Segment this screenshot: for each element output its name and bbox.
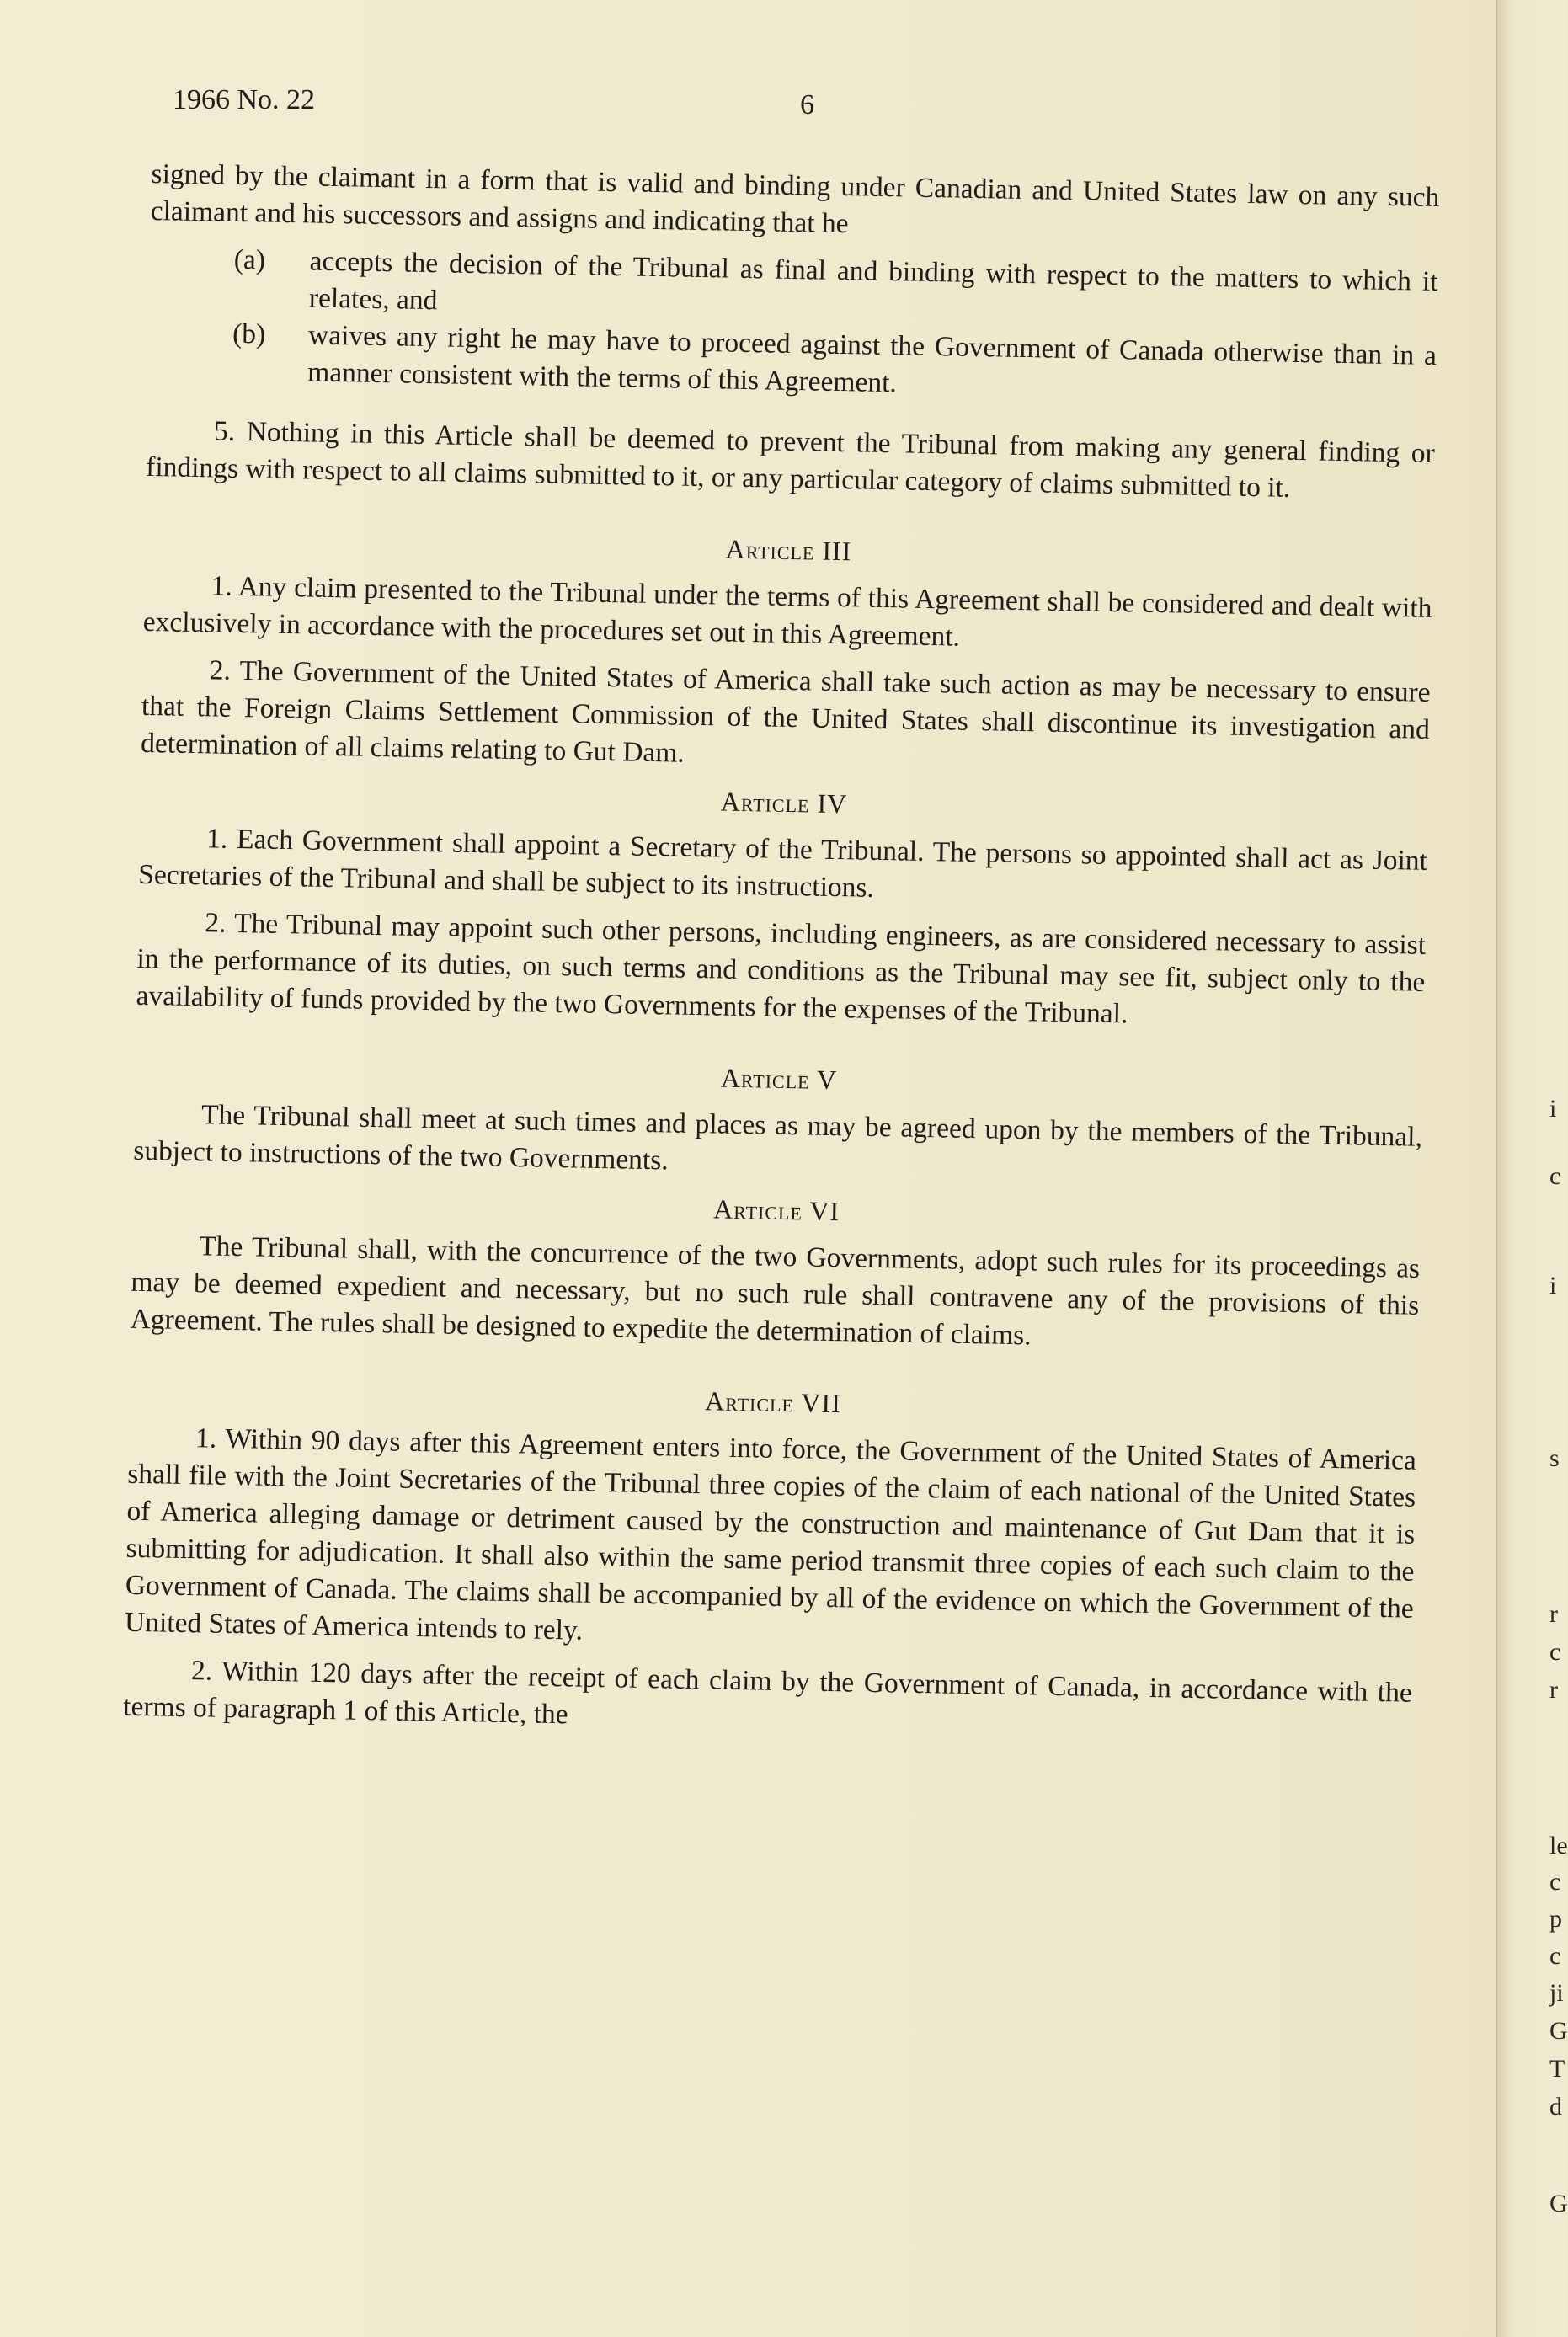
list-item-label: (b) <box>232 317 266 350</box>
article-paragraph: 2. Within 120 days after the receipt of each claim by the Government of Canada, in accordance with the terms of paragraph 1 of this Article, the <box>122 1655 1413 1731</box>
list-item-text: waives any right he may have to proceed against the Government of Canada otherwise than in a manner consistent with the terms of this Agreement. <box>307 319 1437 399</box>
article-heading: Article III <box>725 533 852 567</box>
opening-paragraph: signed by the claimant in a form that is valid and binding under Canadian and United States law on any such claimant and his successors and assigns and indicating that he <box>150 157 1440 240</box>
paragraph-5: 5. Nothing in this Article shall be deemed to prevent the Tribunal from making any general finding or findings with respect to all claims submitted to it, or any particular category of claims submitted to it. <box>145 415 1436 504</box>
article-paragraph: 1. Any claim presented to the Tribunal under the terms of this Agreement shall be considered and dealt with exclusively in accordance with the procedures set out in this Agreement. <box>142 570 1432 653</box>
list-item-label: (a) <box>233 243 266 276</box>
facing-page-letter: ji <box>1549 1979 1564 2007</box>
facing-page-letter: c <box>1549 1942 1561 1970</box>
document-body <box>123 156 1440 1749</box>
facing-page-letter: c <box>1549 1162 1561 1190</box>
article-paragraph: 1. Each Government shall appoint a Secretary of the Tribunal. The persons so appointed shall act as Joint Secretaries of the Tribunal and shall be subject to its instructions. <box>138 823 1428 904</box>
page-number: 6 <box>800 89 814 120</box>
facing-page-letter: r <box>1549 1600 1558 1628</box>
facing-page-letter: r <box>1549 1676 1558 1704</box>
article-paragraph: 2. The Tribunal may appoint such other persons, including engineers, as are considered necessary to assist in the performance of its duties, on such terms and conditions as the Tribunal may see fit, subject only to the availability of funds provided by the two Governments for the expenses of the Tribunal. <box>136 907 1427 1030</box>
article-heading: Article V <box>720 1062 838 1096</box>
list-item-text: accepts the decision of the Tribunal as final and binding with respect to the matters to which it relates, and <box>308 245 1438 317</box>
facing-page-letter: c <box>1549 1868 1561 1896</box>
article-paragraph: The Tribunal shall, with the concurrence of the two Governments, adopt such rules for its proceedings as may be deemed expedient and necessary, but no such rule shall contravene any of the provisions of this Agreement. The rules shall be designed to expedite the determination of claims. <box>130 1230 1421 1352</box>
facing-page-letter: c <box>1549 1638 1561 1666</box>
article-heading: Article VII <box>704 1385 842 1419</box>
article-paragraph: The Tribunal shall meet at such times and places as may be agreed upon by the members of the Tribunal, subject to instructions of the two Governments. <box>133 1099 1423 1177</box>
article-paragraph: 1. Within 90 days after this Agreement enters into force, the Government of the United States of America shall file with the Joint Secretaries of the Tribunal three copies of the claim of each national of the United States of America alleging damage or detriment caused by the construction and maintenance of Gut Dam that it is submitting for adjudication. It shall also within the same period transmit three copies of each such claim to the Government of Canada. The claims shall be accompanied by all of the evidence on which the Government of the United States of America intends to rely. <box>124 1422 1417 1646</box>
facing-page-letter: le <box>1549 1832 1568 1859</box>
facing-page-letter: G <box>1549 2017 1568 2045</box>
facing-page-letter: p <box>1549 1905 1562 1933</box>
article-heading: Article VI <box>712 1193 840 1227</box>
article-paragraph: 2. The Government of the United States of America shall take such action as may be necessary to ensure that the Foreign Claims Settlement Commission of the United States shall discontinue its investigation and determination of all claims relating to Gut Dam. <box>140 654 1431 769</box>
facing-page-letter: G <box>1549 2190 1568 2217</box>
facing-page-letter: i <box>1549 1095 1557 1123</box>
page-header <box>173 84 1486 126</box>
act-year-number: 1966 No. 22 <box>173 84 316 115</box>
facing-page-edge <box>1549 0 1568 2337</box>
facing-page-letter: i <box>1549 1272 1557 1299</box>
article-heading: Article IV <box>720 786 848 819</box>
facing-page-letter: T <box>1549 2055 1565 2083</box>
facing-page-letter: s <box>1549 1444 1560 1472</box>
facing-page-letter: d <box>1549 2093 1562 2121</box>
